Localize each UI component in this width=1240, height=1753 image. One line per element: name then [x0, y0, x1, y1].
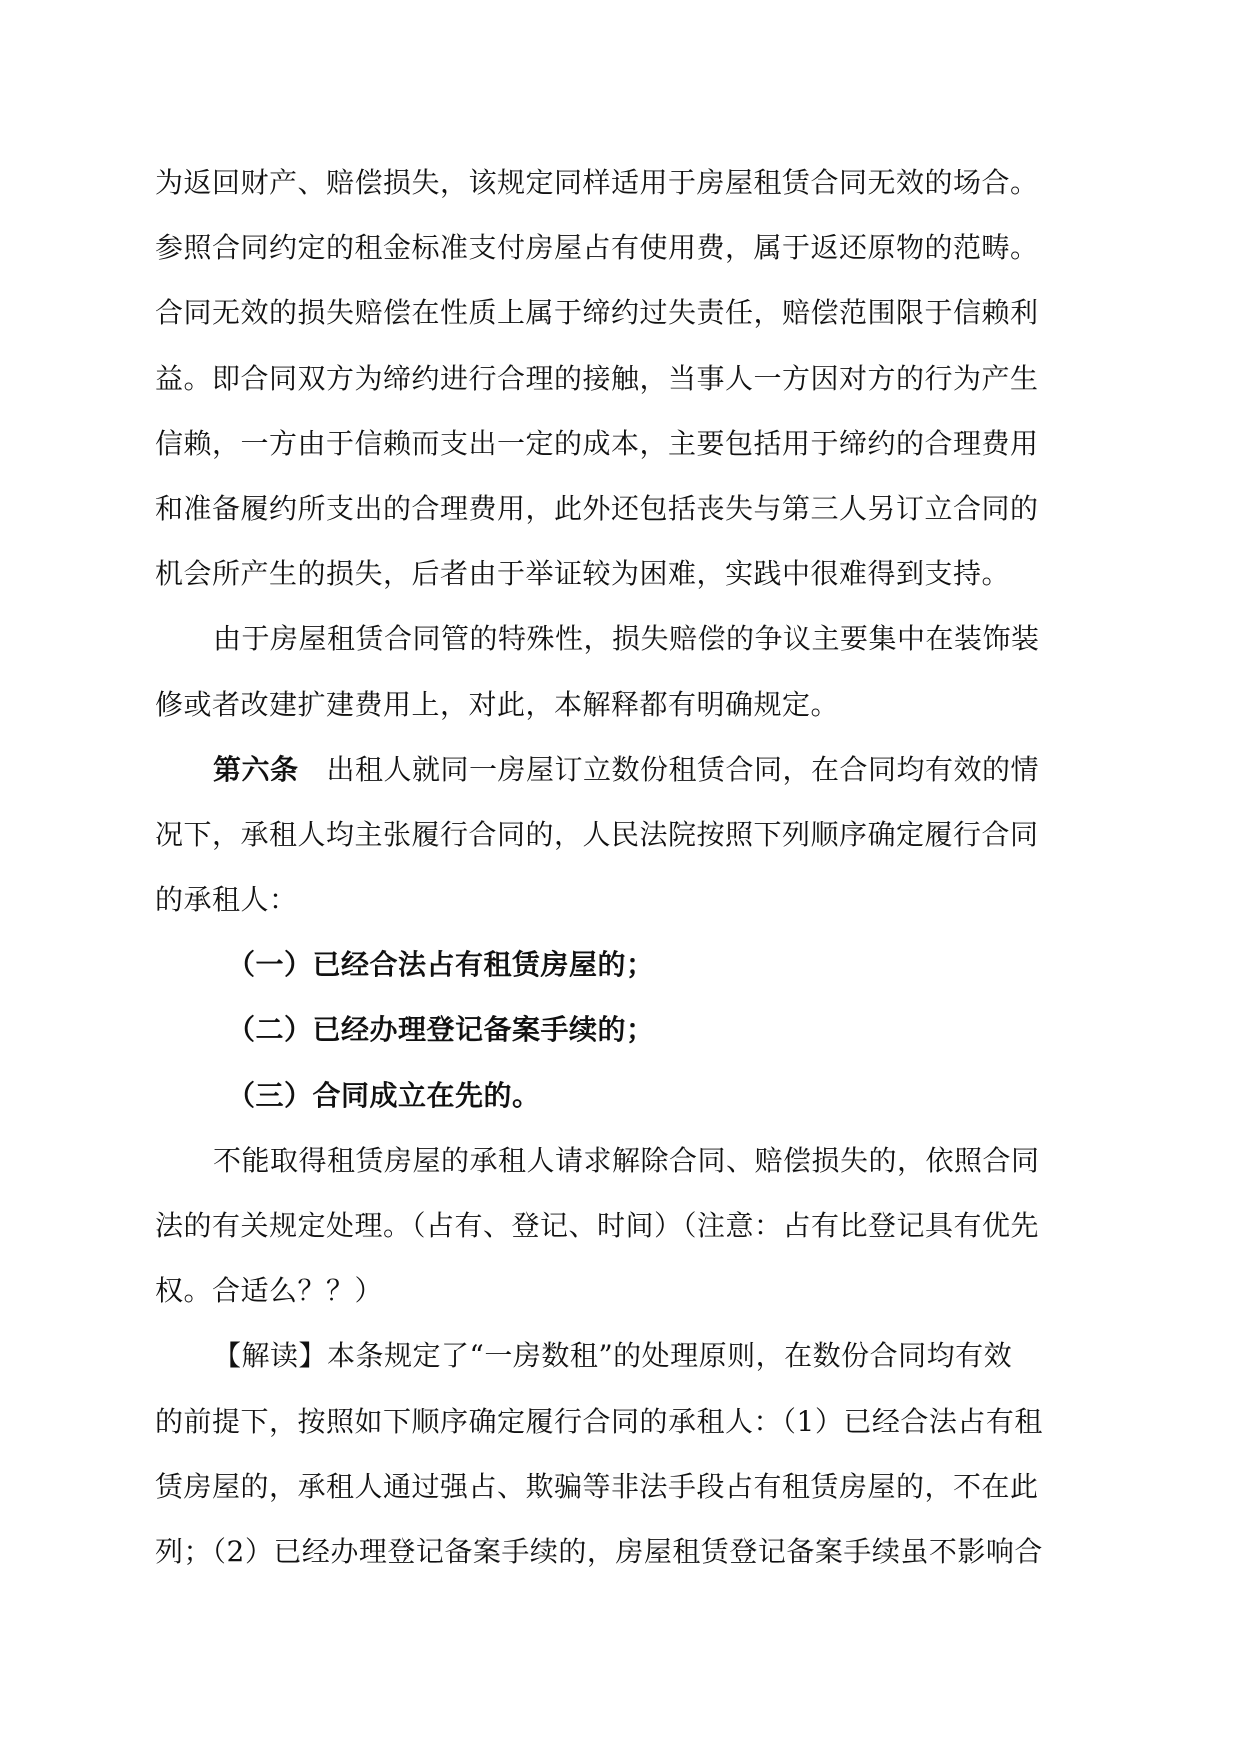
- interpretation-line: 列；（2）已经办理登记备案手续的，房屋租赁登记备案手续虽不影响合: [155, 1534, 1043, 1568]
- paragraph-line: 不能取得租赁房屋的承租人请求解除合同、赔偿损失的，依照合同: [213, 1143, 1040, 1177]
- list-item: （二）已经办理登记备案手续的；: [227, 1013, 655, 1047]
- interpretation-line: 的前提下，按照如下顺序确定履行合同的承租人：（1）已经合法占有租: [155, 1404, 1043, 1438]
- interpretation-line: 【解读】本条规定了“一房数租”的处理原则，在数份合同均有效: [213, 1339, 1013, 1373]
- interpretation-line: 赁房屋的，承租人通过强占、欺骗等非法手段占有租赁房屋的，不在此: [155, 1469, 1039, 1503]
- article-text: 出租人就同一房屋订立数份租赁合同，在合同均有效的情: [326, 752, 1040, 786]
- list-item: （一）已经合法占有租赁房屋的；: [227, 948, 655, 982]
- article-heading-line: [155, 737, 1090, 802]
- paragraph-line: 和准备履约所支出的合理费用，此外还包括丧失与第三人另订立合同的: [155, 491, 1039, 525]
- paragraph-line: 信赖，一方由于信赖而支出一定的成本，主要包括用于缔约的合理费用: [155, 426, 1039, 460]
- paragraph-line: 法的有关规定处理。（占有、登记、时间）（注意：占有比登记具有优先: [155, 1209, 1040, 1242]
- document-body: [155, 150, 1090, 1584]
- paragraph-line: 修或者改建扩建费用上，对此，本解释都有明确规定。: [155, 687, 840, 721]
- list-item: （三）合同成立在先的。: [227, 1078, 541, 1112]
- article-line: 的承租人：: [155, 883, 298, 917]
- article-label: 第六条: [213, 752, 299, 786]
- paragraph-line: 权。合适么？？）: [155, 1274, 384, 1308]
- paragraph-line: 由于房屋租赁合同管的特殊性，损失赔偿的争议主要集中在装饰装: [213, 622, 1040, 656]
- paragraph-line: 益。即合同双方为缔约进行合理的接触，当事人一方因对方的行为产生: [155, 361, 1039, 395]
- article-line: 况下，承租人均主张履行合同的，人民法院按照下列顺序确定履行合同: [155, 817, 1039, 851]
- paragraph-line: 合同无效的损失赔偿在性质上属于缔约过失责任，赔偿范围限于信赖利: [155, 296, 1039, 330]
- paragraph-line: 机会所产生的损失，后者由于举证较为困难，实践中很难得到支持。: [155, 557, 1011, 591]
- paragraph-line: 为返回财产、赔偿损失，该规定同样适用于房屋租赁合同无效的场合。: [155, 166, 1039, 199]
- paragraph-line: 参照合同约定的租金标准支付房屋占有使用费，属于返还原物的范畴。: [155, 231, 1039, 265]
